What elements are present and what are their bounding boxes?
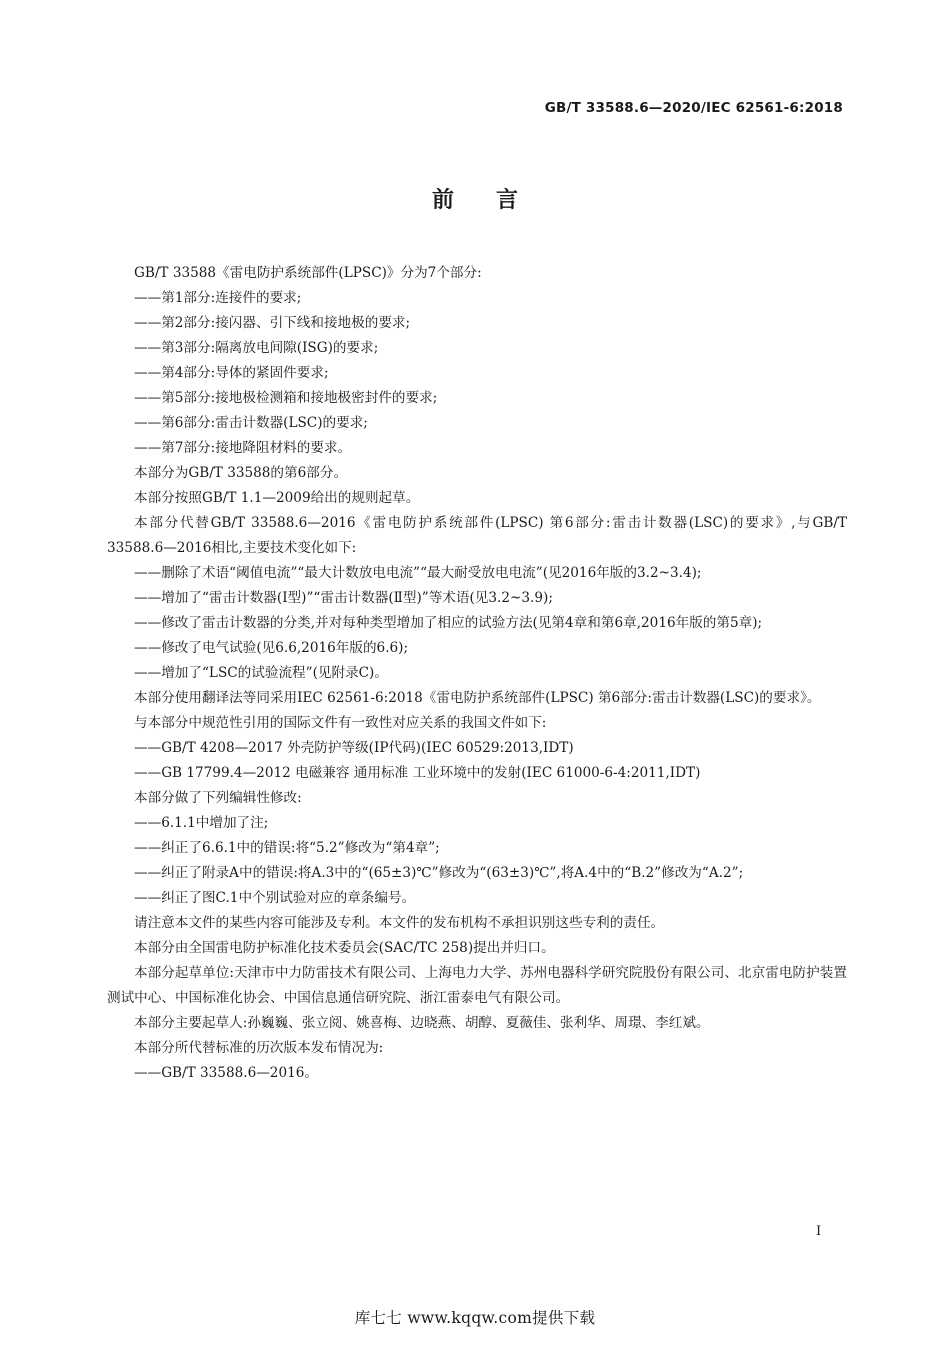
list-item: ——第6部分:雷击计数器(LSC)的要求; [134,415,368,431]
list-item: ——第1部分:连接件的要求; [134,290,302,306]
list-item: ——第7部分:接地降阻材料的要求。 [134,440,352,456]
list-item: ——修改了雷击计数器的分类,并对每种类型增加了相应的试验方法(见第4章和第6章,2016年版的第5章); [134,615,763,631]
paragraph: 请注意本文件的某些内容可能涉及专利。本文件的发布机构不承担识别这些专利的责任。 [134,915,665,931]
list-item: ——修改了电气试验(见6.6,2016年版的6.6); [134,640,409,656]
list-item: ——纠正了6.6.1中的错误:将“5.2”修改为“第4章”; [134,840,440,856]
list-item: ——纠正了附录A中的错误:将A.3中的“(65±3)℃”修改为“(63±3)℃”,将A.4中的“B.2”修改为“A.2”; [134,865,744,881]
paragraph: 本部分起草单位:天津市中力防雷技术有限公司、上海电力大学、苏州电器科学研究院股份有限公司、北京雷电防护装置测试中心、中国标准化协会、中国信息通信研究院、浙江雷泰电气有限公司。 [107,965,847,1006]
paragraph: GB/T 33588《雷电防护系统部件(LPSC)》分为7个部分: [134,265,482,281]
paragraph: 本部分代替GB/T 33588.6—2016《雷电防护系统部件(LPSC) 第6部分:雷击计数器(LSC)的要求》,与GB/T 33588.6—2016相比,主要技术变化如下: [107,515,847,556]
list-item: ——6.1.1中增加了注; [134,815,269,831]
list-item: ——第2部分:接闪器、引下线和接地极的要求; [134,315,411,331]
list-item: ——删除了术语“阈值电流”“最大计数放电电流”“最大耐受放电电流”(见2016年版的3.2~3.4); [134,565,702,581]
paragraph: 本部分由全国雷电防护标准化技术委员会(SAC/TC 258)提出并归口。 [134,940,555,956]
paragraph: 本部分做了下列编辑性修改: [134,790,302,806]
paragraph: 本部分为GB/T 33588的第6部分。 [134,465,348,481]
paragraph: 与本部分中规范性引用的国际文件有一致性对应关系的我国文件如下: [134,715,547,731]
list-item: ——GB 17799.4—2012 电磁兼容 通用标准 工业环境中的发射(IEC 61000-6-4:2011,IDT) [134,765,701,781]
paragraph: 本部分按照GB/T 1.1—2009给出的规则起草。 [134,490,420,506]
list-item: ——增加了“雷击计数器(Ⅰ型)”“雷击计数器(Ⅱ型)”等术语(见3.2~3.9); [134,590,553,606]
paragraph: 本部分所代替标准的历次版本发布情况为: [134,1040,384,1056]
paragraph: 本部分主要起草人:孙巍巍、张立阅、姚喜梅、边晓燕、胡醇、夏薇佳、张利华、周璟、李红斌。 [134,1015,710,1031]
list-item: ——GB/T 4208—2017 外壳防护等级(IP代码)(IEC 60529:2013,IDT) [134,740,574,756]
page-title: 前言 [431,188,560,213]
download-footer: 库七七 www.kqqw.com提供下载 [354,1309,596,1327]
paragraph: 本部分使用翻译法等同采用IEC 62561-6:2018《雷电防护系统部件(LPSC) 第6部分:雷击计数器(LSC)的要求》。 [134,690,821,706]
list-item: ——纠正了图C.1中个别试验对应的章条编号。 [134,890,416,906]
list-item: ——第3部分:隔离放电间隙(ISG)的要求; [134,340,379,356]
list-item: ——增加了“LSC的试验流程”(见附录C)。 [134,665,388,681]
list-item: ——GB/T 33588.6—2016。 [134,1065,319,1081]
list-item: ——第5部分:接地极检测箱和接地极密封件的要求; [134,390,438,406]
page-number: I [816,1224,822,1239]
standard-number-header: GB/T 33588.6—2020/IEC 62561-6:2018 [544,100,843,116]
list-item: ——第4部分:导体的紧固件要求; [134,365,329,381]
document-body [107,261,847,1086]
